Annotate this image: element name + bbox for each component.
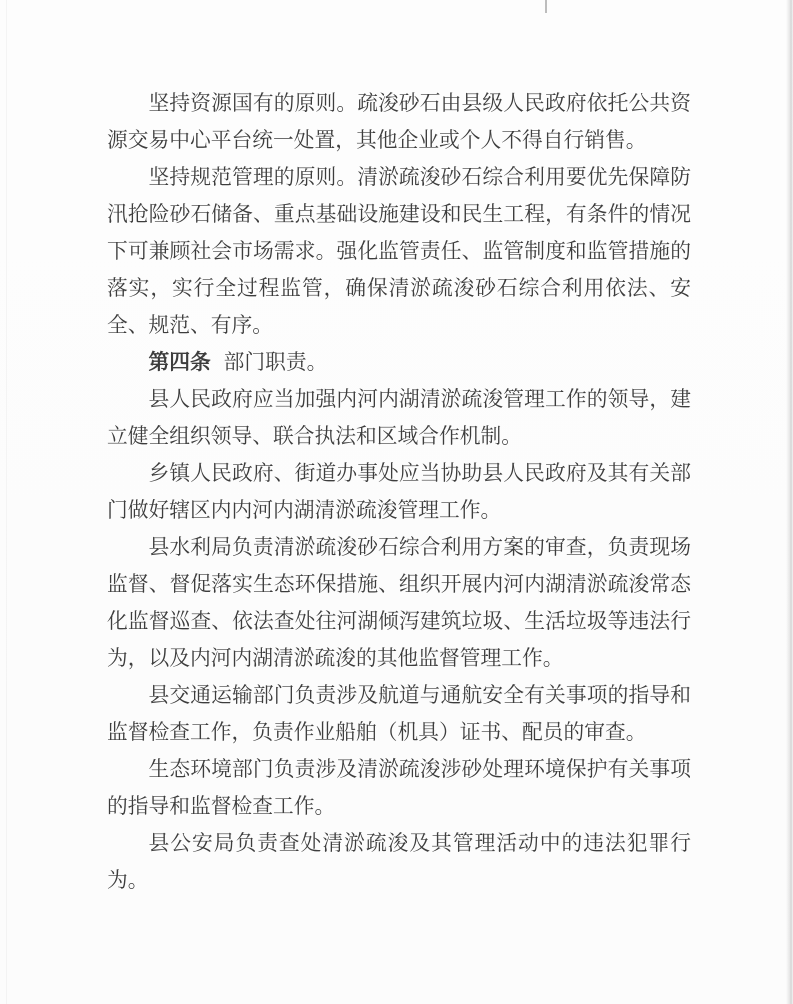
body-paragraph: 坚持规范管理的原则。清淤疏浚砂石综合利用要优先保障防汛抢险砂石储备、重点基础设施建设和民生工程，有条件的情况下可兼顾社会市场需求。强化监管责任、监管制度和监管措施的落实，实行全过程监管，确保清淤疏浚砂石综合利用依法、安全、规范、有序。 <box>107 167 691 337</box>
article-heading <box>107 345 691 382</box>
article-title: 部门职责。 <box>223 352 328 374</box>
body-paragraph: 县人民政府应当加强内河内湖清淤疏浚管理工作的领导，建立健全组织领导、联合执法和区域合作机制。 <box>107 389 691 448</box>
document-text-block <box>107 86 691 900</box>
article-number: 第四条 <box>148 352 211 374</box>
scan-left-edge-artifact <box>6 0 7 1004</box>
body-paragraph: 乡镇人民政府、街道办事处应当协助县人民政府及其有关部门做好辖区内内河内湖清淤疏浚管理工作。 <box>107 463 691 522</box>
body-paragraph: 生态环境部门负责涉及清淤疏浚涉砂处理环境保护有关事项的指导和监督检查工作。 <box>107 759 691 818</box>
body-paragraph: 县交通运输部门负责涉及航道与通航安全有关事项的指导和监督检查工作，负责作业船舶（机具）证书、配员的审查。 <box>107 685 691 744</box>
body-paragraph: 坚持资源国有的原则。疏浚砂石由县级人民政府依托公共资源交易中心平台统一处置，其他企业或个人不得自行销售。 <box>107 93 691 152</box>
scan-top-tick-artifact <box>545 0 547 13</box>
body-paragraph: 县公安局负责查处清淤疏浚及其管理活动中的违法犯罪行为。 <box>107 833 691 892</box>
scan-right-edge-artifact <box>786 0 793 1004</box>
body-paragraph: 县水利局负责清淤疏浚砂石综合利用方案的审查，负责现场监督、督促落实生态环保措施、组织开展内河内湖清淤疏浚常态化监督巡查、依法查处往河湖倾泻建筑垃圾、生活垃圾等违法行为，以及内河内湖清淤疏浚的其他监督管理工作。 <box>107 537 691 670</box>
